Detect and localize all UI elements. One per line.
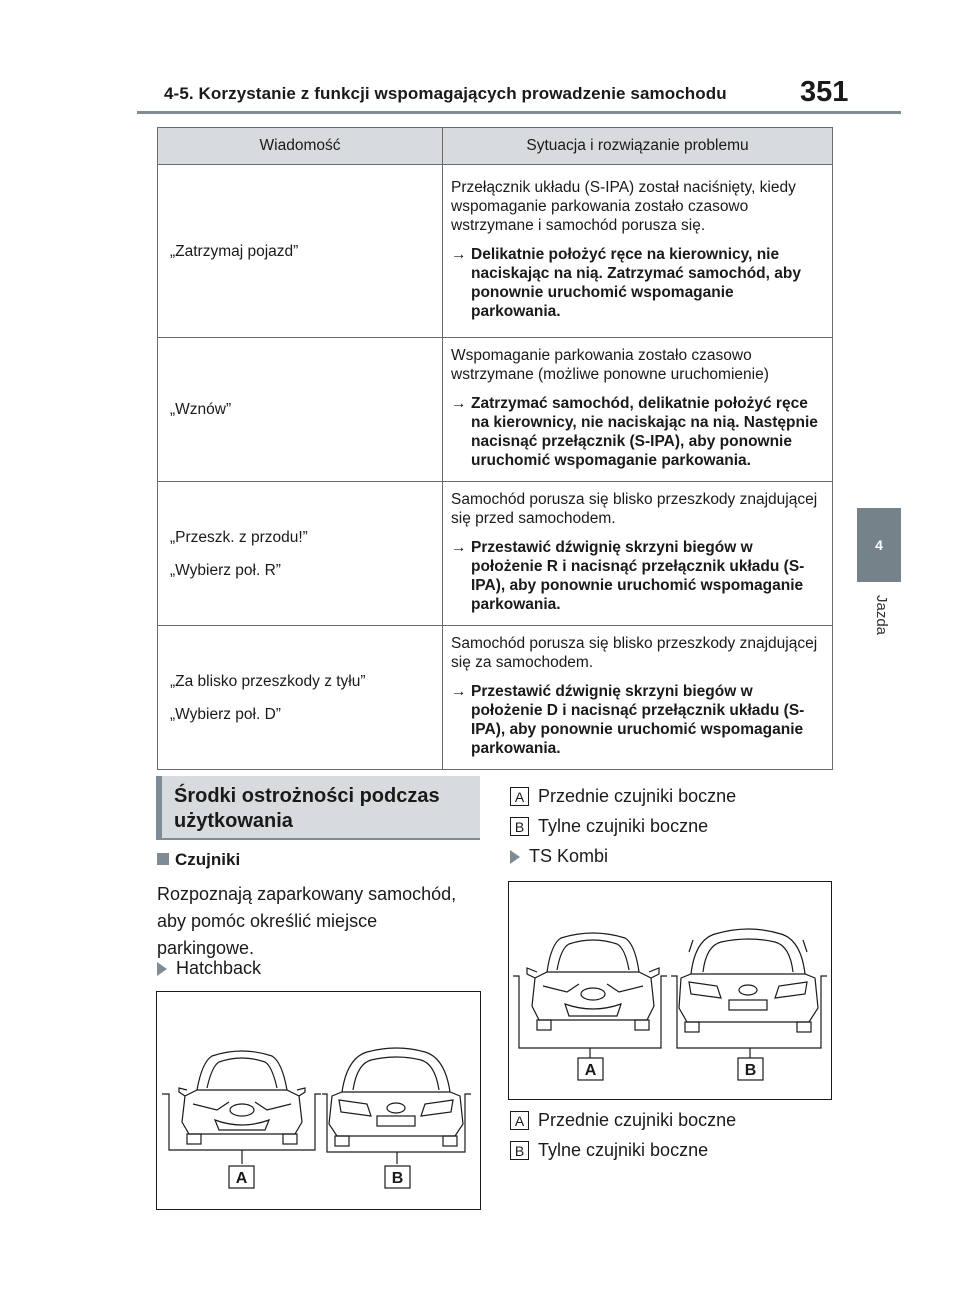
message-text: „Wznów”	[170, 401, 232, 418]
page-number: 351	[800, 76, 849, 108]
situation-text: Samochód porusza się blisko przeszkody znajdującej się za samochodem.	[451, 635, 818, 671]
table-header-situation: Sytuacja i rozwiązanie problemu	[443, 128, 833, 165]
situation-cell	[443, 338, 833, 482]
legend-rear-sensors	[510, 1140, 708, 1161]
chapter-tab-label: Jazda	[873, 595, 890, 636]
label-a-box	[229, 1166, 254, 1188]
legend-text: Tylne czujniki boczne	[538, 816, 709, 836]
action-text: Przestawić dźwignię skrzyni biegów w położenie D i nacisnąć przełącznik układu (S-IPA), aby ponownie uruchomić wspomaganie parkowania.	[471, 683, 805, 757]
messages-table	[157, 127, 833, 770]
variant-label: Hatchback	[176, 958, 262, 978]
arrow-icon: →	[451, 683, 467, 700]
label-a-text: A	[235, 1170, 248, 1187]
message-text: „Wybierz poł. D”	[170, 705, 281, 723]
message-cell	[158, 165, 443, 338]
legend-letter-box: A	[510, 1111, 529, 1130]
triangle-bullet-icon	[157, 962, 167, 976]
body-paragraph: Rozpoznają zaparkowany samochód, aby pomóc określić miejsce parkingowe.	[157, 884, 457, 958]
message-cell	[158, 626, 443, 770]
kombi-figure	[508, 881, 832, 1100]
section-title	[174, 784, 440, 834]
label-a-box	[578, 1058, 603, 1080]
message-text: „Wybierz poł. R”	[170, 561, 281, 579]
triangle-bullet-icon	[510, 850, 520, 864]
legend-text: Tylne czujniki boczne	[538, 1140, 709, 1160]
message-text: „Przeszk. z przodu!”	[170, 528, 308, 546]
square-bullet-icon	[157, 853, 169, 865]
header-divider	[137, 111, 901, 114]
table-header-row	[158, 128, 833, 165]
chapter-tab-number: 4	[875, 537, 883, 553]
legend-rear-sensors	[510, 816, 708, 837]
subheading	[157, 850, 240, 870]
table-row	[158, 338, 833, 482]
legend-front-sensors	[510, 1110, 736, 1131]
variant-hatchback	[157, 958, 261, 979]
section-title-line: użytkowania	[174, 810, 293, 832]
variant-label: TS Kombi	[529, 846, 609, 866]
legend-letter-box: B	[510, 1141, 529, 1160]
situation-text: Wspomaganie parkowania zostało czasowo wstrzymane (możliwe ponowne uruchomienie)	[451, 347, 769, 383]
situation-cell	[443, 165, 833, 338]
label-a-text: A	[584, 1062, 597, 1079]
situation-text: Przełącznik układu (S-IPA) został naciśnięty, kiedy wspomaganie parkowania zostało czasowo wstrzymane i samochód porusza się.	[451, 179, 796, 234]
table-row	[158, 165, 833, 338]
message-cell	[158, 482, 443, 626]
situation-cell	[443, 626, 833, 770]
label-b-box	[385, 1166, 410, 1188]
action-text: Zatrzymać samochód, delikatnie położyć ręce na kierownicy, nie naciskając na nią. Następnie nacisnąć przełącznik (S-IPA), aby ponownie uruchomić wspomaganie parkowania.	[471, 395, 818, 469]
chapter-header: 4-5. Korzystanie z funkcji wspomagających prowadzenie samochodu	[164, 84, 727, 103]
legend-text: Przednie czujniki boczne	[538, 1110, 737, 1130]
table-header-message: Wiadomość	[158, 128, 443, 165]
hatchback-figure	[156, 991, 481, 1210]
legend-text: Przednie czujniki boczne	[538, 786, 737, 806]
label-b-text: B	[391, 1170, 404, 1187]
label-b-text: B	[744, 1062, 757, 1079]
section-heading-box	[156, 776, 480, 838]
chapter-tab	[857, 508, 901, 582]
action-text: Delikatnie położyć ręce na kierownicy, nie naciskając na nią. Zatrzymać samochód, aby ponownie uruchomić wspomaganie parkowania.	[471, 246, 801, 320]
action-text: Przestawić dźwignię skrzyni biegów w położenie R i nacisnąć przełącznik układu (S-IPA), aby ponownie uruchomić wspomaganie parkowania.	[471, 539, 805, 613]
variant-kombi	[510, 846, 608, 867]
arrow-icon: →	[451, 539, 467, 556]
arrow-icon: →	[451, 246, 467, 263]
label-b-box	[738, 1058, 763, 1080]
message-cell	[158, 338, 443, 482]
hatchback-illustration	[157, 992, 480, 1209]
message-text: „Zatrzymaj pojazd”	[170, 242, 299, 260]
table-row	[158, 482, 833, 626]
legend-letter-box: B	[510, 817, 529, 836]
situation-text: Samochód porusza się blisko przeszkody znajdującej się przed samochodem.	[451, 491, 818, 527]
subheading-text: Czujniki	[175, 850, 241, 869]
kombi-illustration	[509, 882, 831, 1099]
legend-front-sensors	[510, 786, 736, 807]
arrow-icon: →	[451, 395, 467, 412]
message-text: „Za blisko przeszkody z tyłu”	[170, 672, 366, 690]
table-row	[158, 626, 833, 770]
situation-cell	[443, 482, 833, 626]
section-title-line: Środki ostrożności podczas	[174, 785, 440, 807]
legend-letter-box: A	[510, 787, 529, 806]
